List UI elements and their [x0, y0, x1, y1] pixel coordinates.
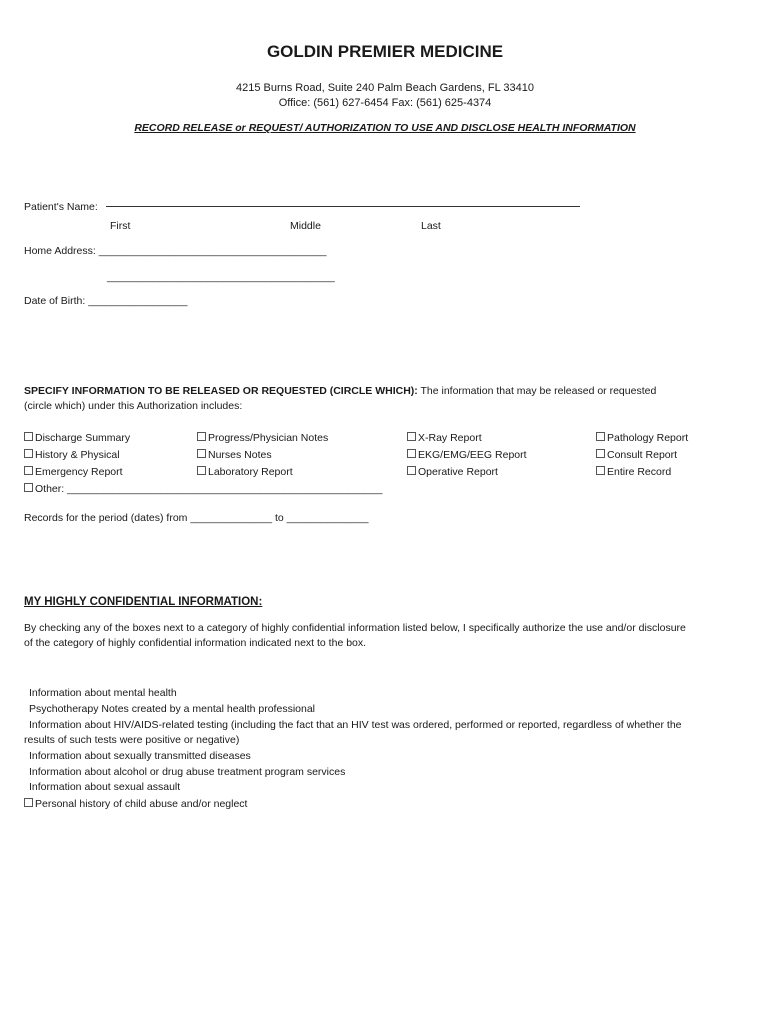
- confidential-item-sexual-assault[interactable]: Information about sexual assault: [29, 781, 181, 793]
- checkbox-icon[interactable]: [24, 432, 33, 441]
- checkbox-label: Emergency Report: [35, 466, 123, 478]
- dob-label: Date of Birth:: [24, 295, 86, 307]
- checkbox-history-physical[interactable]: [24, 449, 120, 461]
- dob-field[interactable]: _________________: [88, 295, 188, 307]
- patient-name-label: Patient's Name:: [24, 201, 98, 213]
- checkbox-icon[interactable]: [24, 798, 33, 807]
- address-line: 4215 Burns Road, Suite 240 Palm Beach Gardens, FL 33410: [235, 82, 534, 94]
- checkbox-label: Entire Record: [607, 466, 672, 478]
- checkbox-discharge-summary[interactable]: [24, 432, 130, 444]
- form-title: RECORD RELEASE or REQUEST/ AUTHORIZATION TO USE AND DISCLOSE HEALTH INFORMATION: [134, 122, 636, 134]
- confidential-intro-1: By checking any of the boxes next to a category of highly confidential information listed below, I specifically authorize the use and/or disclosure: [24, 622, 686, 634]
- checkbox-icon[interactable]: [407, 466, 416, 475]
- checkbox-icon[interactable]: [24, 483, 33, 492]
- checkbox-label: Consult Report: [607, 449, 678, 461]
- checkbox-icon[interactable]: [407, 432, 416, 441]
- confidential-item-substance[interactable]: Information about alcohol or drug abuse treatment program services: [29, 766, 346, 778]
- checkbox-progress-notes[interactable]: [197, 432, 328, 444]
- specify-heading: SPECIFY INFORMATION TO BE RELEASED OR REQUESTED (CIRCLE WHICH):: [24, 385, 418, 397]
- checkbox-icon[interactable]: [197, 449, 206, 458]
- checkbox-label: Personal history of child abuse and/or neglect: [35, 798, 248, 810]
- checkbox-icon[interactable]: [24, 449, 33, 458]
- home-address-label-text: Home Address:: [24, 245, 96, 257]
- checkbox-label: History & Physical: [35, 449, 120, 461]
- checkbox-label: Operative Report: [418, 466, 498, 478]
- checkbox-label: Discharge Summary: [35, 432, 131, 444]
- home-address-field-2[interactable]: _______________________________________: [107, 271, 335, 283]
- other-field[interactable]: ______________________________________________________: [64, 483, 383, 495]
- checkbox-entire-record[interactable]: [596, 466, 671, 478]
- checkbox-child-abuse[interactable]: [24, 798, 247, 810]
- checkbox-label: Progress/Physician Notes: [208, 432, 329, 444]
- checkbox-laboratory-report[interactable]: [197, 466, 293, 478]
- specify-line-1: [24, 385, 656, 397]
- last-name-label: Last: [421, 220, 441, 232]
- checkbox-icon[interactable]: [596, 432, 605, 441]
- confidential-item-mental-health[interactable]: Information about mental health: [29, 687, 177, 699]
- checkbox-label: Nurses Notes: [208, 449, 272, 461]
- page-title: GOLDIN PREMIER MEDICINE: [266, 42, 504, 61]
- confidential-item-psychotherapy[interactable]: Psychotherapy Notes created by a mental health professional: [29, 703, 315, 715]
- home-address-label: [24, 245, 326, 257]
- checkbox-icon[interactable]: [596, 449, 605, 458]
- checkbox-consult-report[interactable]: [596, 449, 677, 461]
- home-address-field[interactable]: _______________________________________: [98, 245, 327, 257]
- checkbox-icon[interactable]: [197, 432, 206, 441]
- patient-name-line[interactable]: [106, 206, 580, 207]
- checkbox-label: Pathology Report: [607, 432, 689, 444]
- checkbox-pathology-report[interactable]: [596, 432, 688, 444]
- specify-text-1: The information that may be released or requested: [417, 385, 657, 397]
- checkbox-label: Other:: [35, 483, 65, 495]
- dob-row: [24, 295, 187, 307]
- checkbox-emergency-report[interactable]: [24, 466, 123, 478]
- period-field[interactable]: Records for the period (dates) from ______________ to ______________: [24, 512, 369, 524]
- checkbox-operative-report[interactable]: [407, 466, 498, 478]
- first-name-label: First: [110, 220, 131, 232]
- confidential-item-hiv[interactable]: Information about HIV/AIDS-related testing (including the fact that an HIV test was ordered, performed or reported, regardless of whether the: [29, 719, 682, 731]
- checkbox-other[interactable]: [24, 483, 382, 495]
- confidential-item-hiv-cont: results of such tests were positive or negative): [24, 734, 240, 746]
- contact-line: Office: (561) 627-6454 Fax: (561) 625-4374: [278, 97, 492, 109]
- checkbox-label: X-Ray Report: [418, 432, 482, 444]
- checkbox-label: Laboratory Report: [208, 466, 293, 478]
- checkbox-label: EKG/EMG/EEG Report: [418, 449, 527, 461]
- checkbox-xray-report[interactable]: [407, 432, 482, 444]
- confidential-item-std[interactable]: Information about sexually transmitted diseases: [29, 750, 251, 762]
- checkbox-icon[interactable]: [197, 466, 206, 475]
- middle-name-label: Middle: [290, 220, 321, 232]
- confidential-intro-2: of the category of highly confidential information indicated next to the box.: [24, 637, 367, 649]
- checkbox-ekg-report[interactable]: [407, 449, 527, 461]
- checkbox-icon[interactable]: [407, 449, 416, 458]
- confidential-heading: MY HIGHLY CONFIDENTIAL INFORMATION:: [24, 596, 263, 608]
- checkbox-icon[interactable]: [24, 466, 33, 475]
- specify-text-2: (circle which) under this Authorization includes:: [24, 400, 243, 412]
- checkbox-icon[interactable]: [596, 466, 605, 475]
- checkbox-nurses-notes[interactable]: [197, 449, 272, 461]
